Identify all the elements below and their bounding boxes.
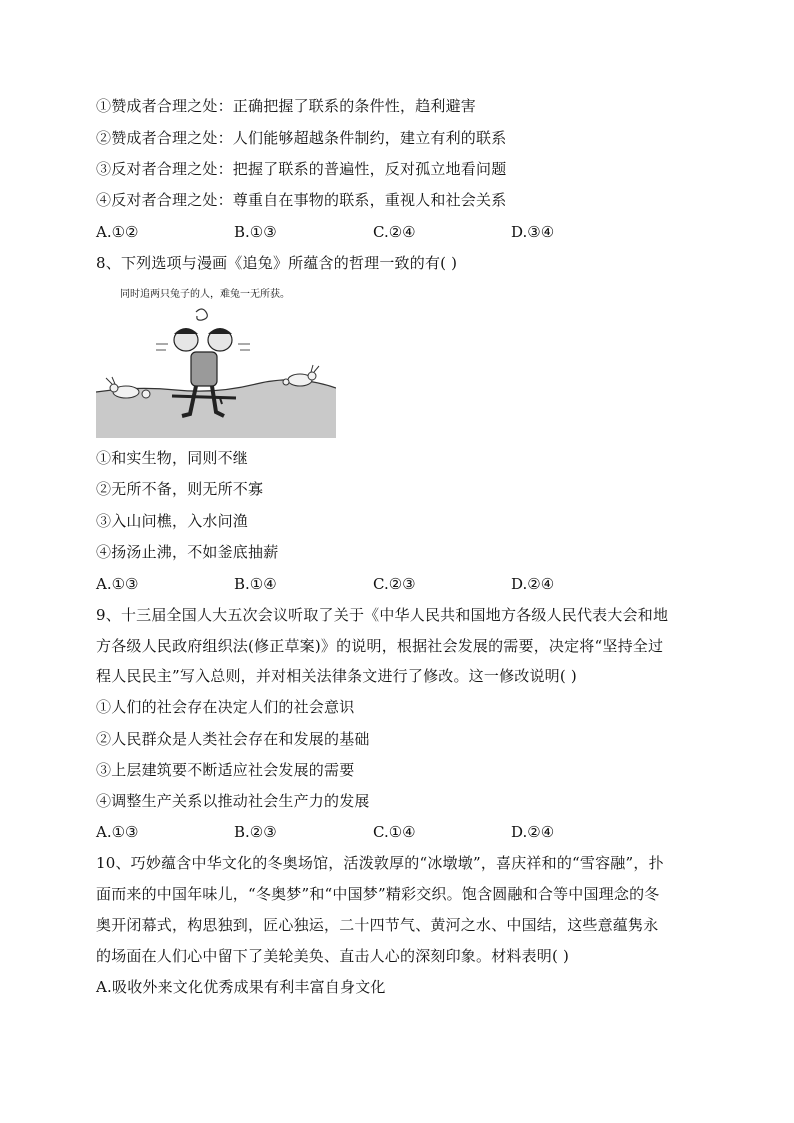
q10-stem-line-3: 奥开闭幕式，构思独到，匠心独运，二十四节气、黄河之水、中国结，这些意蕴隽永 [96,916,659,934]
q8-statement-1: ①和实生物，同则不继 [96,449,249,467]
q7-option-c: C.②④ [373,223,416,241]
q10-option-a: A.吸收外来文化优秀成果有利丰富自身文化 [96,978,386,996]
cartoon-caption: 同时追两只兔子的人，难兔一无所获。 [120,289,290,300]
q7-statement-3: ③反对者合理之处：把握了联系的普遍性，反对孤立地看问题 [96,160,507,178]
q8-stem: 8、下列选项与漫画《追兔》所蕴含的哲理一致的有( ) [96,254,458,272]
q7-option-b: B.①③ [234,223,277,241]
chasing-rabbits-cartoon [96,282,336,440]
q9-stem-line-1: 9、十三届全国人大五次会议听取了关于《中华人民共和国地方各级人民代表大会和地 [96,606,669,624]
q9-option-a: A.①③ [96,823,139,841]
q8-option-a: A.①③ [96,575,139,593]
q8-option-b: B.①④ [234,575,277,593]
q9-statement-1: ①人们的社会存在决定人们的社会意识 [96,698,355,716]
q7-option-a: A.①② [96,223,139,241]
q7-statement-1: ①赞成者合理之处：正确把握了联系的条件性，趋利避害 [96,97,477,115]
q7-option-d: D.③④ [511,223,555,241]
q9-option-c: C.①④ [373,823,416,841]
q7-statement-4: ④反对者合理之处：尊重自在事物的联系，重视人和社会关系 [96,191,507,209]
q10-stem-line-4: 的场面在人们心中留下了美轮美奂、直击人心的深刻印象。材料表明( ) [96,947,570,965]
q9-option-d: D.②④ [511,823,555,841]
q9-stem-line-3: 程人民民主”写入总则，并对相关法律条文进行了修改。这一修改说明( ) [96,667,577,685]
q8-statement-2: ②无所不备，则无所不寡 [96,480,264,498]
q9-statement-4: ④调整生产关系以推动社会生产力的发展 [96,792,370,810]
q9-stem-line-2: 方各级人民政府组织法(修正草案)》的说明，根据社会发展的需要，决定将“坚持全过 [96,637,664,655]
q9-statement-3: ③上层建筑要不断适应社会发展的需要 [96,761,355,779]
q8-option-c: C.②③ [373,575,416,593]
q10-stem-line-1: 10、巧妙蕴含中华文化的冬奥场馆，活泼敦厚的“冰墩墩”，喜庆祥和的“雪容融”，扑 [96,854,664,872]
q8-statement-4: ④扬汤止沸，不如釜底抽薪 [96,543,279,561]
q9-option-b: B.②③ [234,823,277,841]
cartoon-illustration [96,304,336,438]
q8-option-d: D.②④ [511,575,555,593]
q9-statement-2: ②人民群众是人类社会存在和发展的基础 [96,730,370,748]
q7-statement-2: ②赞成者合理之处：人们能够超越条件制约，建立有利的联系 [96,129,507,147]
q8-statement-3: ③入山问樵，入水问渔 [96,512,249,530]
q10-stem-line-2: 面而来的中国年味儿，“冬奥梦”和“中国梦”精彩交织。饱含圆融和合等中国理念的冬 [96,885,660,903]
